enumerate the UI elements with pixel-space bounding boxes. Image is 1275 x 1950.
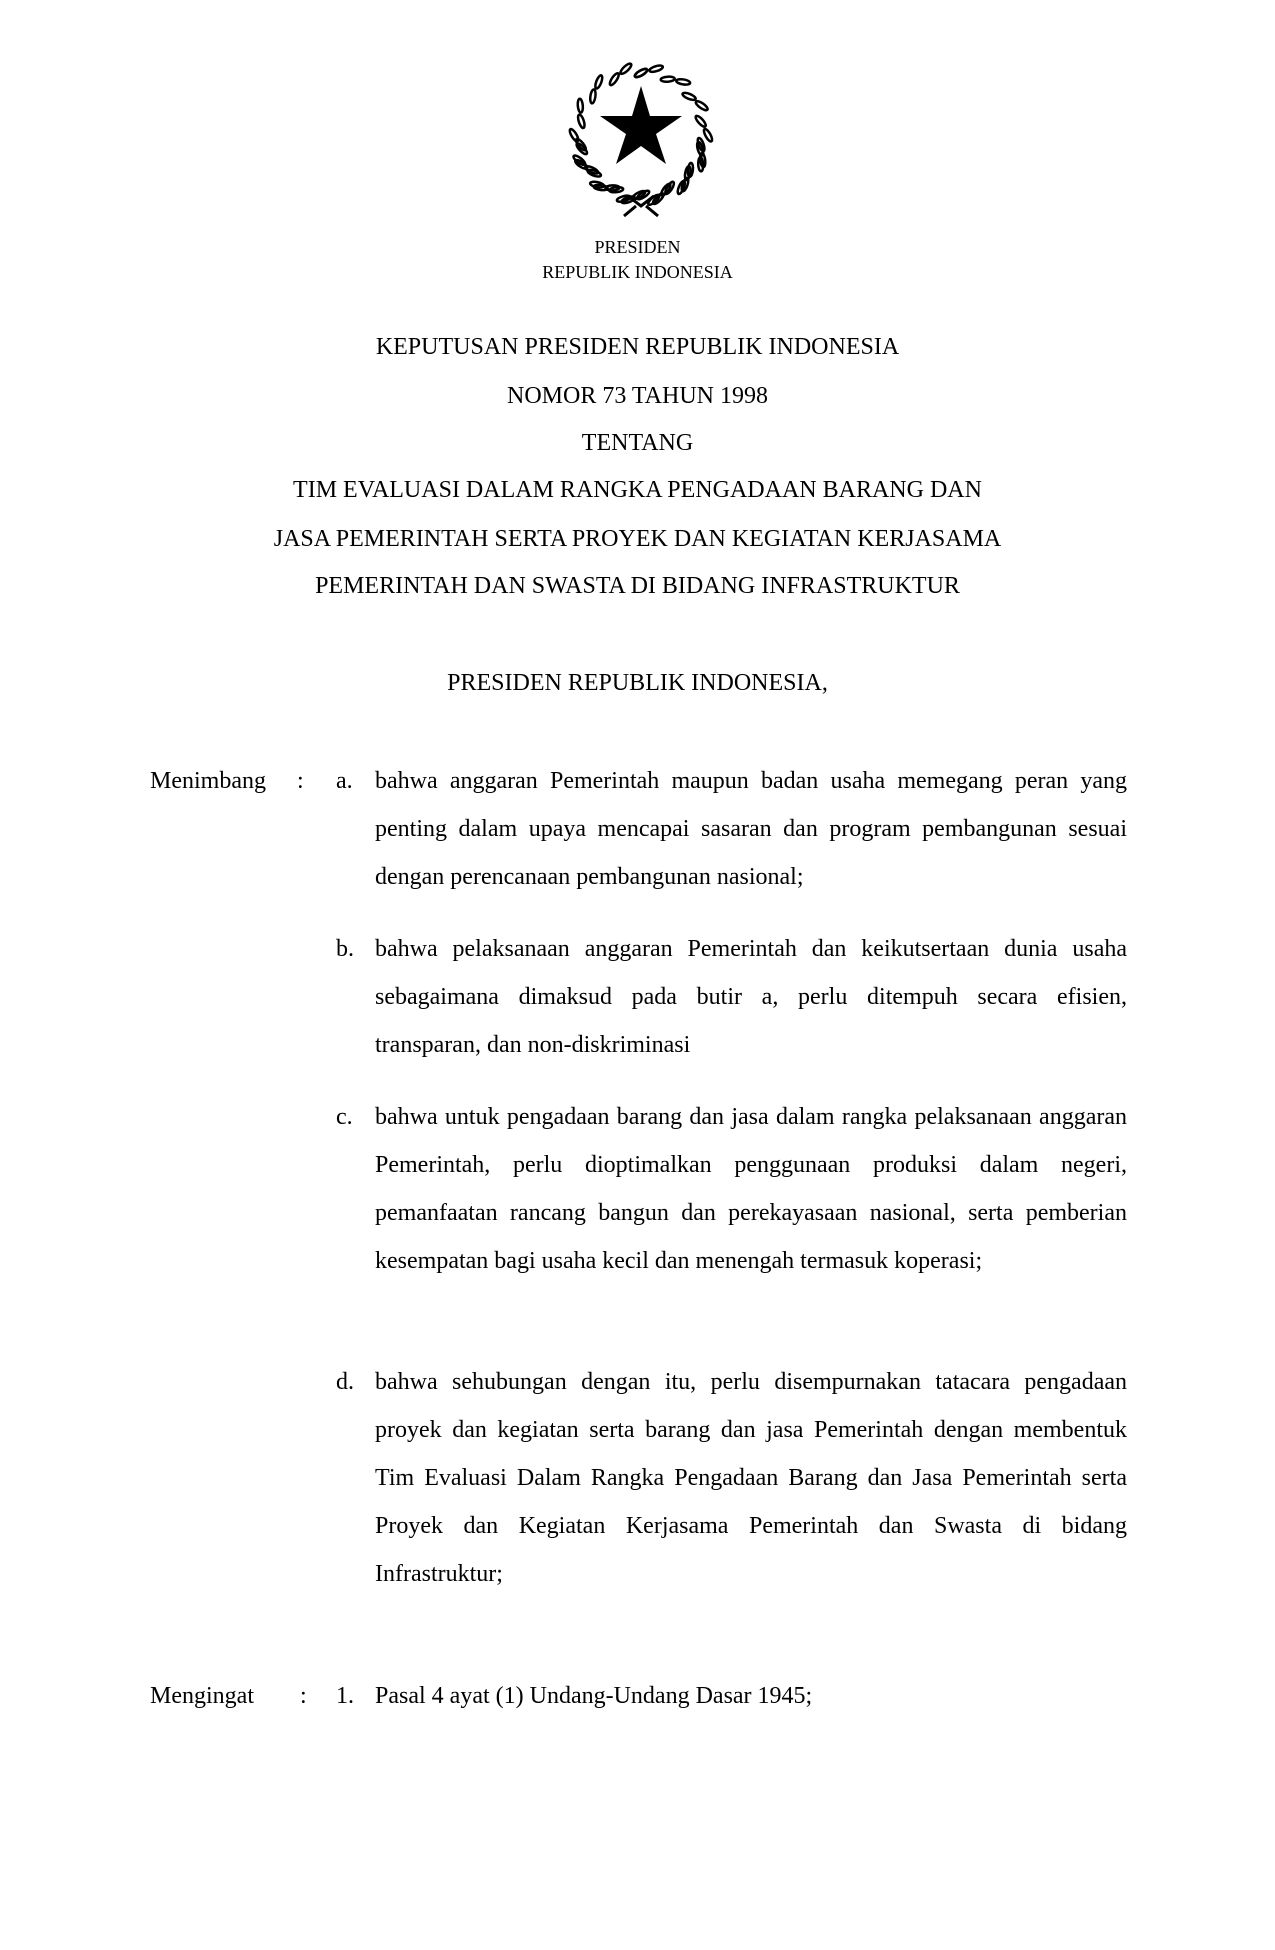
mengingat-label: Mengingat bbox=[150, 1683, 254, 1709]
letterhead-president: PRESIDEN bbox=[594, 237, 681, 257]
wreath-leaf bbox=[589, 89, 596, 104]
wreath-leaf bbox=[695, 100, 709, 112]
wreath-leaf bbox=[682, 91, 697, 101]
presidential-emblem bbox=[566, 56, 716, 218]
wreath-leaf bbox=[694, 114, 707, 128]
item-mark: a. bbox=[336, 768, 353, 794]
wreath-leaf bbox=[634, 67, 649, 78]
item-mark: d. bbox=[336, 1369, 354, 1395]
menimbang-colon: : bbox=[297, 768, 304, 794]
mengingat-colon: : bbox=[300, 1683, 307, 1709]
decree-subject-line3: PEMERINTAH DAN SWASTA DI BIDANG INFRASTRUKTUR bbox=[315, 573, 960, 599]
wreath-leaf bbox=[577, 99, 583, 113]
decree-about: TENTANG bbox=[581, 430, 694, 456]
wreath-leaf bbox=[702, 128, 713, 143]
item-mark: 1. bbox=[336, 1683, 354, 1709]
wreath-leaf bbox=[619, 62, 633, 75]
menimbang-label: Menimbang bbox=[150, 768, 266, 794]
wreath-leaf bbox=[608, 72, 620, 86]
wreath-leaf bbox=[577, 114, 586, 129]
item-mark: b. bbox=[336, 936, 354, 962]
menimbang-item-d: bahwa sehubungan dengan itu, perlu disempurnakan tatacara pengadaan proyek dan kegiatan serta barang dan jasa Pemerintah dengan membentuk Tim Evaluasi Dalam Rangka Pengadaan Barang dan Jasa Pemerintah serta Proyek dan Kegiatan Kerjasama Pemerintah dan Swasta di bidang Infrastruktur; bbox=[375, 1369, 1127, 1587]
decree-number: NOMOR 73 TAHUN 1998 bbox=[507, 383, 768, 409]
menimbang-item-a: bahwa anggaran Pemerintah maupun badan usaha memegang peran yang penting dalam upaya mencapai sasaran dan program pembangunan sesuai dengan perencanaan pembangunan nasional; bbox=[375, 768, 1127, 890]
wreath-leaf bbox=[649, 64, 664, 73]
star-icon bbox=[600, 86, 682, 164]
decree-subject-line1: TIM EVALUASI DALAM RANGKA PENGADAAN BARANG DAN bbox=[293, 477, 982, 503]
decree-subject-line2: JASA PEMERINTAH SERTA PROYEK DAN KEGIATAN KERJASAMA bbox=[273, 526, 1002, 552]
letterhead-republic: REPUBLIK INDONESIA bbox=[542, 262, 733, 282]
decree-title: KEPUTUSAN PRESIDEN REPUBLIK INDONESIA bbox=[375, 334, 900, 360]
wreath-leaf bbox=[676, 78, 691, 85]
menimbang-item-b: bahwa pelaksanaan anggaran Pemerintah dan keikutsertaan dunia usaha sebagaimana dimaksud pada butir a, perlu ditempuh secara efisien, transparan, dan non-diskriminasi bbox=[375, 936, 1127, 1058]
item-mark: c. bbox=[336, 1104, 353, 1130]
opening-line: PRESIDEN REPUBLIK INDONESIA, bbox=[447, 670, 828, 696]
wreath-leaf bbox=[594, 74, 604, 89]
mengingat-item-1: Pasal 4 ayat (1) Undang-Undang Dasar 1945; bbox=[375, 1683, 813, 1709]
menimbang-item-c: bahwa untuk pengadaan barang dan jasa dalam rangka pelaksanaan anggaran Pemerintah, perlu dioptimalkan penggunaan produksi dalam negeri, pemanfaatan rancang bangun dan perekayasaan nasional, serta pemberian kesempatan bagi usaha kecil dan menengah termasuk koperasi; bbox=[375, 1104, 1127, 1274]
wreath-leaf bbox=[661, 76, 675, 82]
